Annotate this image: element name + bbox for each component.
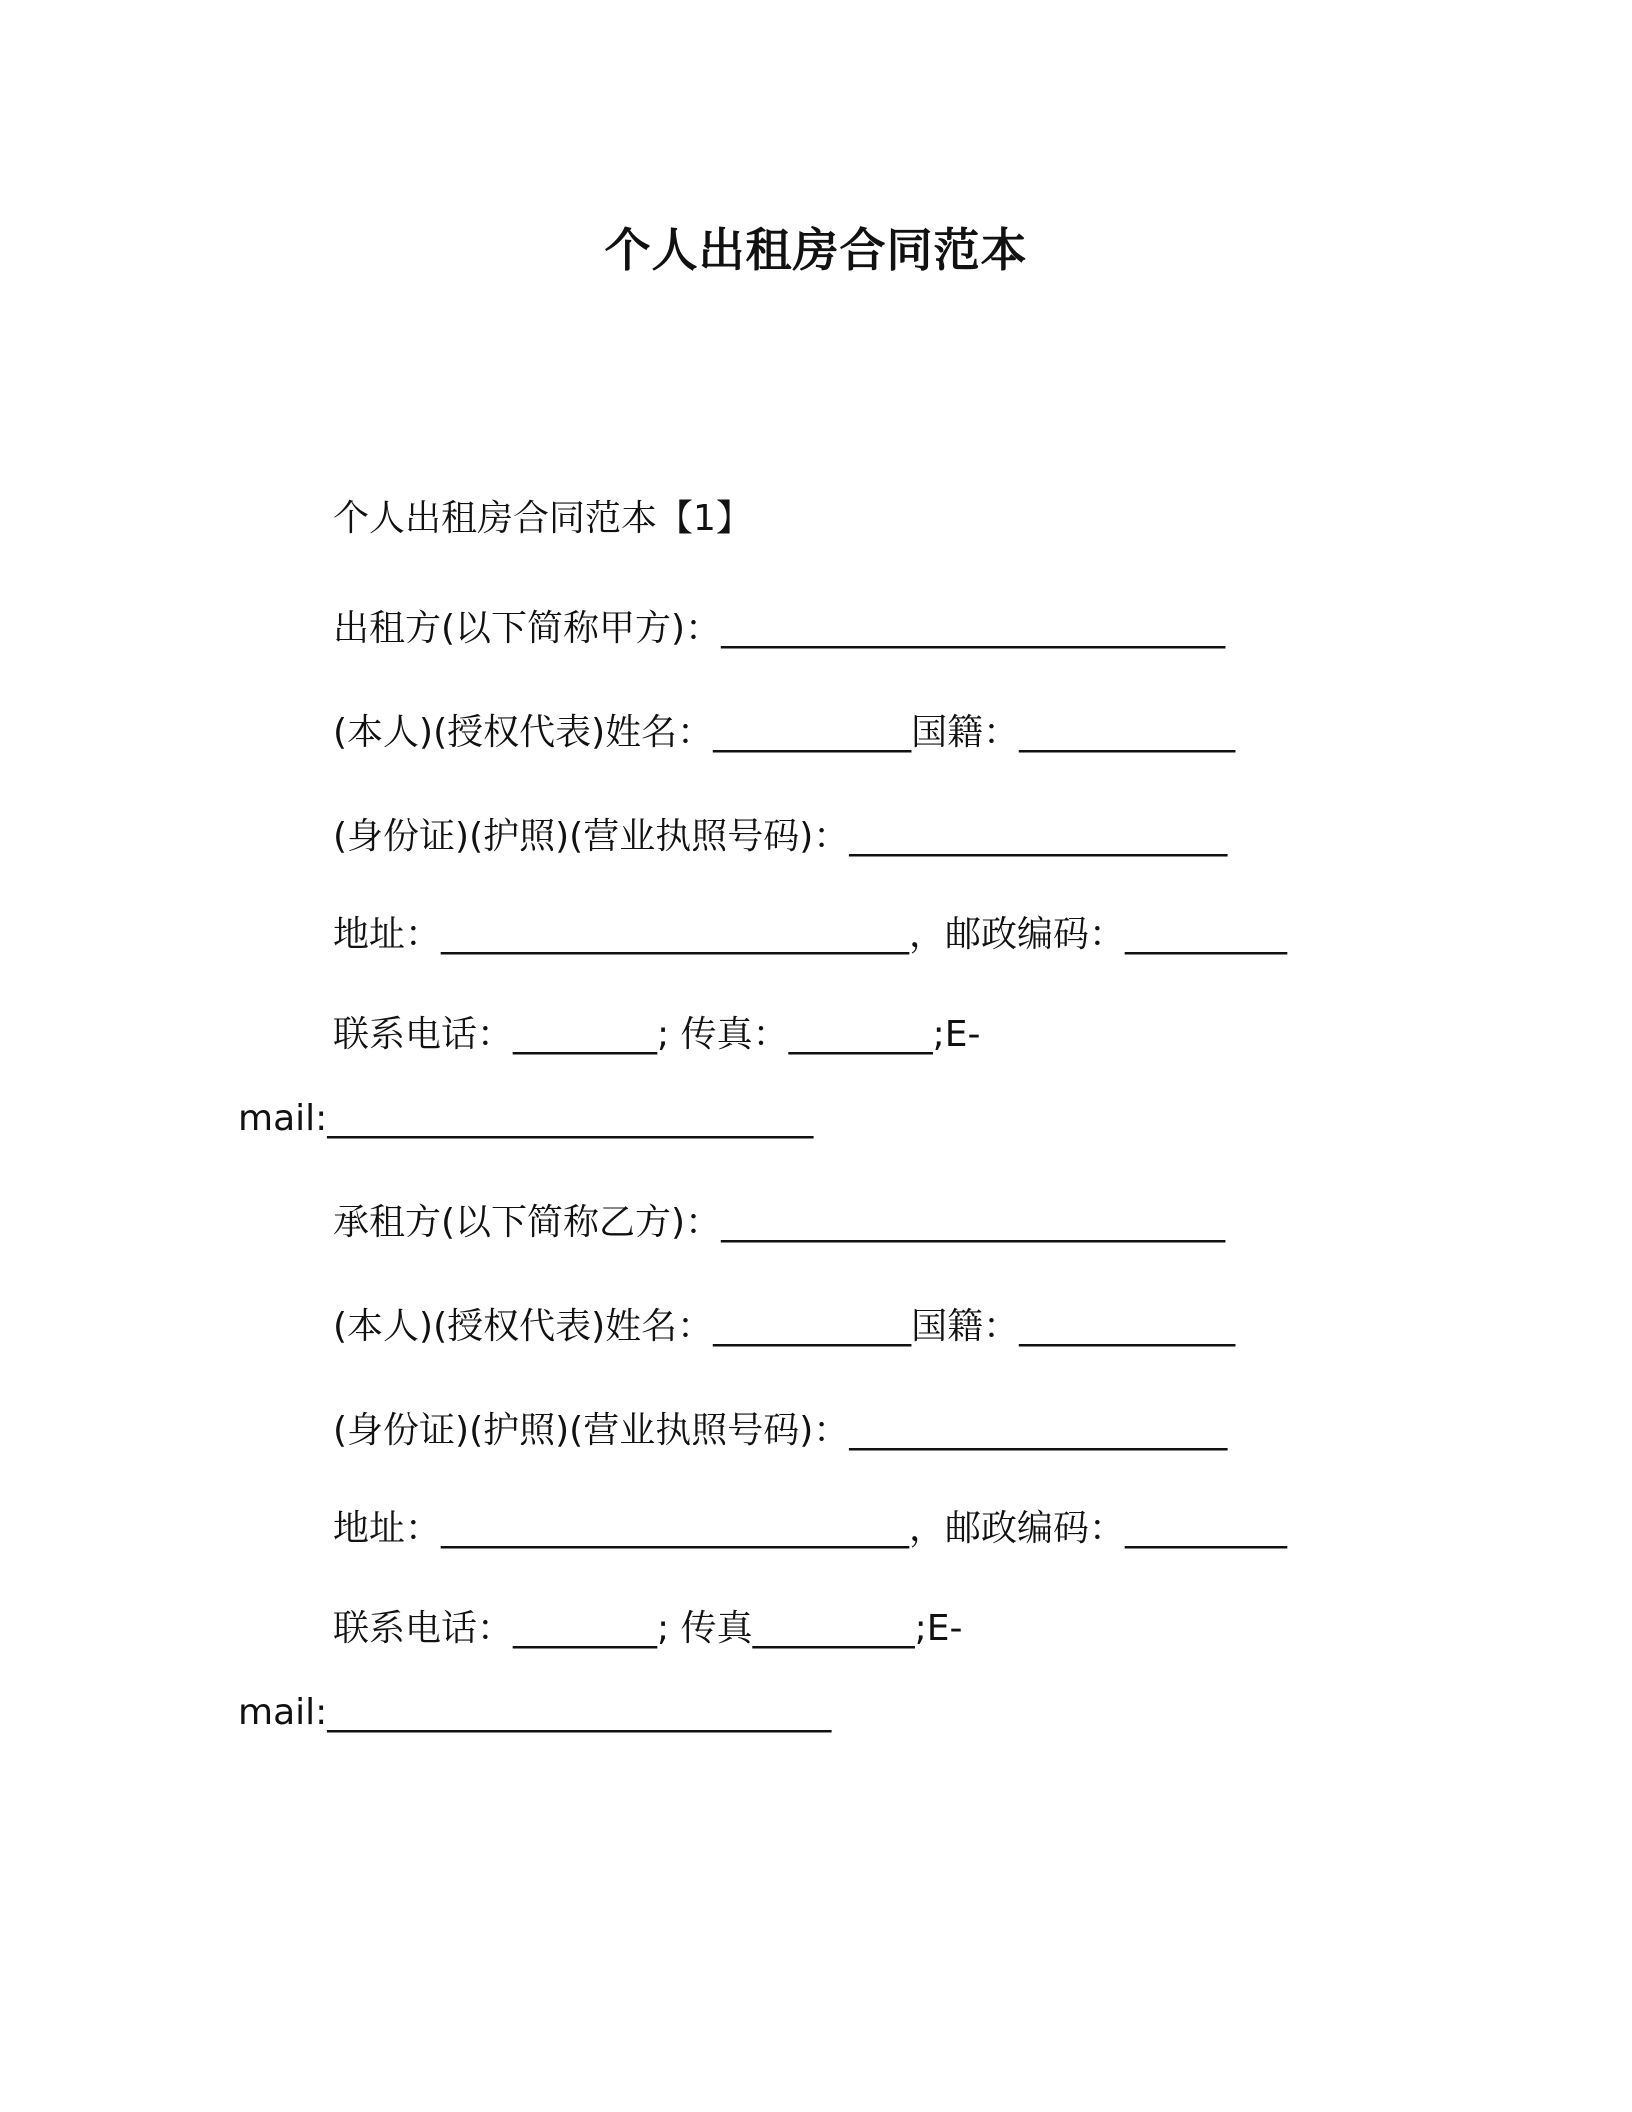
party-a-address-postcode: 地址：__________________________，邮政编码：_________ xyxy=(333,914,1288,955)
party-a-id-number: (身份证)(护照)(营业执照号码)：_____________________ xyxy=(333,816,1228,857)
party-a-heading: 出租方(以下简称甲方)：____________________________ xyxy=(333,608,1226,649)
document-title: 个人出租房合同范本 xyxy=(604,223,1028,277)
party-a-phone-fax: 联系电话：________; 传真：________;E- xyxy=(333,1014,981,1055)
party-b-email: mail:____________________________ xyxy=(238,1692,832,1733)
party-b-id-number: (身份证)(护照)(营业执照号码)：_____________________ xyxy=(333,1410,1228,1451)
party-b-heading: 承租方(以下简称乙方)：____________________________ xyxy=(333,1202,1226,1243)
section-subtitle: 个人出租房合同范本【1】 xyxy=(333,498,752,539)
party-b-address-postcode: 地址：__________________________，邮政编码：_________ xyxy=(333,1508,1288,1549)
party-b-phone-fax: 联系电话：________; 传真_________;E- xyxy=(333,1608,963,1649)
party-a-name-nationality: (本人)(授权代表)姓名：___________国籍：____________ xyxy=(333,712,1236,753)
party-a-email: mail:___________________________ xyxy=(238,1098,814,1139)
party-b-name-nationality: (本人)(授权代表)姓名：___________国籍：____________ xyxy=(333,1306,1236,1347)
